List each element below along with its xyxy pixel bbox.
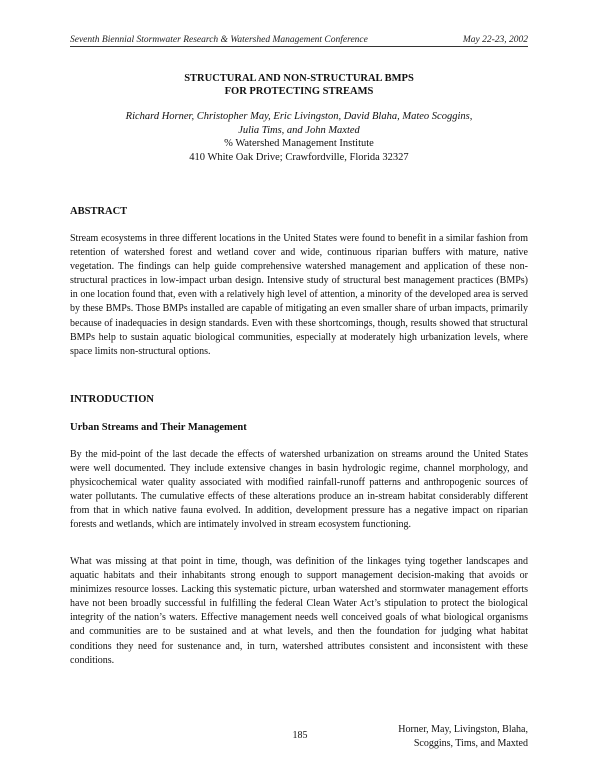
introduction-heading: INTRODUCTION xyxy=(70,394,155,405)
author-list xyxy=(70,110,528,138)
footer-authors-line-2: Scoggins, Tims, and Maxted xyxy=(413,738,528,749)
intro-paragraph-2: What was missing at that point in time, though, was definition of the linkages tying together landscapes and aquatic habitats and their inhabitants strong enough to support management decision-making that avoids or minimizes resource losses. Lacking this systematic picture, urban watershed and stormwater management efforts have not been broadly successful in fulfilling the federal Clean Water Act’s stipulation to protect the biological integrity of the nation’s waters. Effective management needs well conceived goals of what biological organisms and communities are to be sustained and at what levels, and then the foundation for judging what habitat conditions they need for sustenance and, in turn, watershed attributes consistent and inconsistent with these conditions. xyxy=(70,556,528,666)
abstract-heading: ABSTRACT xyxy=(70,206,128,217)
authors-line-2: Julia Tims, and John Maxted xyxy=(238,125,360,136)
affiliation-line-2: 410 White Oak Drive; Crawfordville, Florida 32327 xyxy=(189,152,409,163)
intro-paragraph-1: By the mid-point of the last decade the effects of watershed urbanization on streams around the United States were well documented. They include extensive changes in basin hydrologic regime, channel morphology, and physicochemical water quality associated with modified rainfall-runoff patterns and anthropogenic sources of water pollutants. The cumulative effects of these alterations produce an in-stream habitat considerably different from that in which native fauna evolved. In addition, development pressure has a negative impact on riparian forests and wetlands, which are intimately involved in stream ecosystem functioning. xyxy=(70,449,528,531)
affiliation xyxy=(70,137,528,165)
affiliation-line-1: % Watershed Management Institute xyxy=(224,138,374,149)
authors-line-1: Richard Horner, Christopher May, Eric Livingston, David Blaha, Mateo Scoggins, xyxy=(125,111,473,122)
conference-date: May 22-23, 2002 xyxy=(462,35,528,45)
page-number: 185 xyxy=(292,730,308,741)
footer-authors-line-1: Horner, May, Livingston, Blaha, xyxy=(398,724,528,735)
section-subheading: Urban Streams and Their Management xyxy=(70,422,247,433)
paper-title xyxy=(70,72,528,98)
footer-authors xyxy=(398,723,528,751)
conference-name: Seventh Biennial Stormwater Research & Watershed Management Conference xyxy=(70,35,368,45)
title-line-2: FOR PROTECTING STREAMS xyxy=(224,86,374,97)
abstract-text: Stream ecosystems in three different locations in the United States were found to benefit in a similar fashion from retention of watershed forest and wetland cover and wide, continuous riparian buffers with mature, native vegetation. The findings can help guide comprehensive watershed management and application of these non-structural practices in low-impact urban design. Intensive study of structural best management practices (BMPs) in one location found that, even with a relatively high level of attention, a minority of the developed area is served by these BMPs. Those BMPs installed are capable of mitigating an even smaller share of urban impacts, primarily because of inadequacies in design standards. Even with these shortcomings, though, results showed that structural BMPs help to sustain aquatic biological communities, especially at moderately high urbanization levels, where space limits non-structural options. xyxy=(70,233,528,357)
running-header xyxy=(70,35,528,47)
title-line-1: STRUCTURAL AND NON-STRUCTURAL BMPS xyxy=(184,73,414,84)
